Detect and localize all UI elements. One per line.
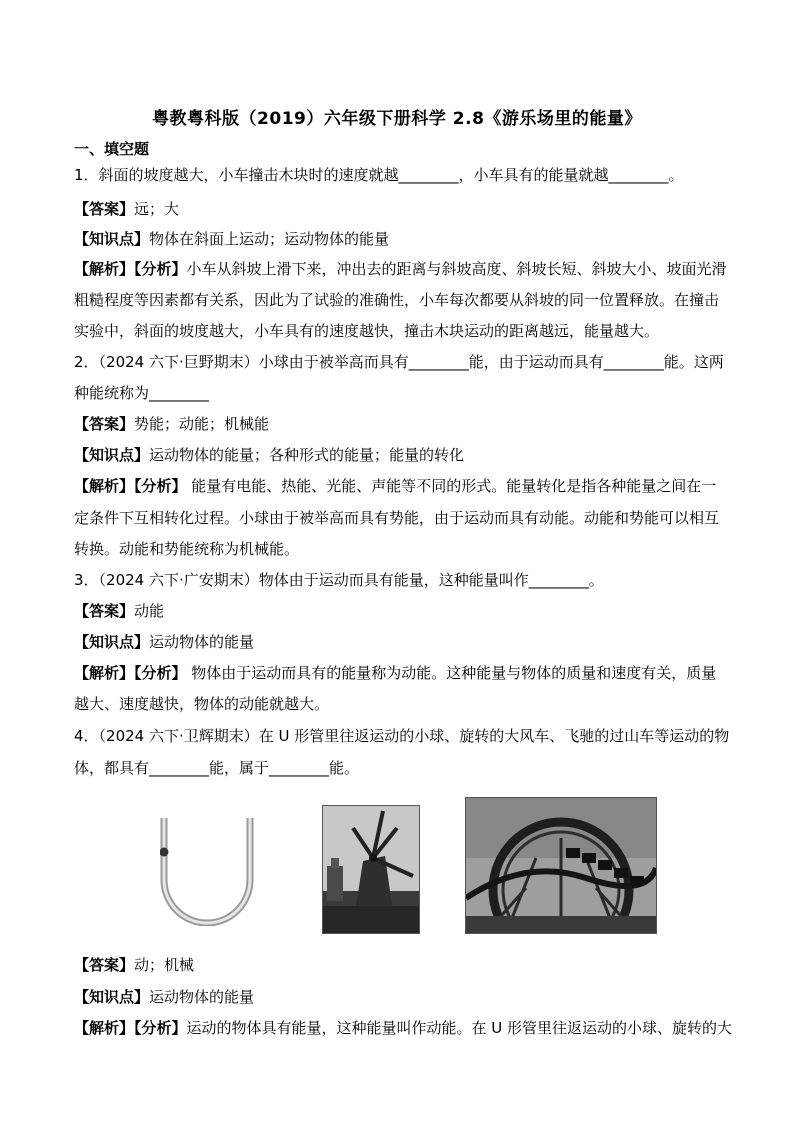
- q2-knowledge: [74, 445, 724, 465]
- analysis-text: 物体由于运动而具有的能量称为动能。这种能量与物体的质量和速度有关，质量: [186, 664, 717, 682]
- section-heading: 一、填空题: [74, 140, 150, 158]
- knowledge-text: 运动物体的能量: [149, 988, 255, 1006]
- roller-coaster-photo: [465, 797, 657, 934]
- q1-answer: [74, 199, 724, 219]
- q2-stem-1: 2．（2024 六下·巨野期末）小球由于被举高而具有________能，由于运动而具有________能。这两: [74, 353, 724, 371]
- q1-analysis-2: 粗糙程度等因素都有关系，因此为了试验的准确性，小车每次都要从斜坡的同一位置释放。在撞击: [74, 291, 720, 309]
- q3-analysis-2: 越大、速度越快，物体的动能就越大。: [74, 695, 330, 713]
- q1-knowledge: [74, 229, 724, 249]
- knowledge-tag: 【知识点】: [74, 230, 150, 248]
- q3-knowledge: [74, 632, 724, 652]
- q3-analysis-1: [74, 663, 724, 683]
- analysis-text: 小车从斜坡上滑下来，冲出去的距离与斜坡高度、斜坡长短、斜坡大小、坡面光滑: [186, 260, 727, 278]
- analysis-tag: 【解析】【分析】: [74, 664, 187, 682]
- q3-answer: [74, 601, 724, 621]
- knowledge-tag: 【知识点】: [74, 446, 150, 464]
- knowledge-text: 物体在斜面上运动；运动物体的能量: [149, 230, 390, 248]
- analysis-tag: 【解析】【分析】: [74, 477, 187, 495]
- q2-analysis-3: 转换。动能和势能统称为机械能。: [74, 540, 300, 558]
- answer-tag: 【答案】: [74, 956, 135, 974]
- answer-text: 远；大: [134, 200, 180, 218]
- analysis-tag: 【解析】【分析】: [74, 260, 187, 278]
- q3-stem: 3．（2024 六下·广安期末）物体由于运动而具有能量，这种能量叫作________。: [74, 571, 604, 589]
- answer-tag: 【答案】: [74, 415, 135, 433]
- roller-coaster-icon: [466, 798, 656, 933]
- analysis-text: 运动的物体具有能量，这种能量叫作动能。在 U 形管里往返运动的小球、旋转的大: [186, 1019, 733, 1037]
- knowledge-text: 运动物体的能量；各种形式的能量；能量的转化: [149, 446, 465, 464]
- answer-text: 势能；动能；机械能: [134, 415, 270, 433]
- answer-text: 动能: [134, 602, 165, 620]
- q4-answer: [74, 955, 724, 975]
- u-tube-figure: [160, 818, 254, 926]
- windmill-icon: [323, 806, 419, 933]
- analysis-text: 能量有电能、热能、光能、声能等不同的形式。能量转化是指各种能量之间在一: [186, 477, 717, 495]
- q1-stem: 1．斜面的坡度越大，小车撞击木块时的速度就越________，小车具有的能量就越________。: [74, 166, 684, 184]
- q2-analysis-2: 定条件下互相转化过程。小球由于被举高而具有势能，由于运动而具有动能。动能和势能可以相互: [74, 509, 720, 527]
- q4-analysis-1: [74, 1018, 733, 1038]
- q2-stem-2: 种能统称为________: [74, 384, 210, 402]
- knowledge-tag: 【知识点】: [74, 633, 150, 651]
- answer-tag: 【答案】: [74, 200, 135, 218]
- knowledge-text: 运动物体的能量: [149, 633, 255, 651]
- q4-stem-1: 4．（2024 六下·卫辉期末）在 U 形管里往返运动的小球、旋转的大风车、飞驰的过山车等运动的物: [74, 727, 730, 745]
- windmill-photo: [322, 805, 420, 934]
- knowledge-tag: 【知识点】: [74, 988, 150, 1006]
- q4-knowledge: [74, 987, 724, 1007]
- q2-answer: [74, 414, 724, 434]
- q2-analysis-1: [74, 476, 724, 496]
- page-title: 粤教粤科版（2019）六年级下册科学 2.8《游乐场里的能量》: [152, 109, 642, 129]
- q1-analysis-1: [74, 259, 727, 279]
- answer-tag: 【答案】: [74, 602, 135, 620]
- q4-stem-2: 体，都具有________能，属于________能。: [74, 759, 360, 777]
- q1-analysis-3: 实验中，斜面的坡度越大，小车具有的速度越快，撞击木块运动的距离越远，能量越大。: [74, 322, 660, 340]
- analysis-tag: 【解析】【分析】: [74, 1019, 187, 1037]
- answer-text: 动；机械: [134, 956, 195, 974]
- u-tube-icon: [160, 818, 254, 926]
